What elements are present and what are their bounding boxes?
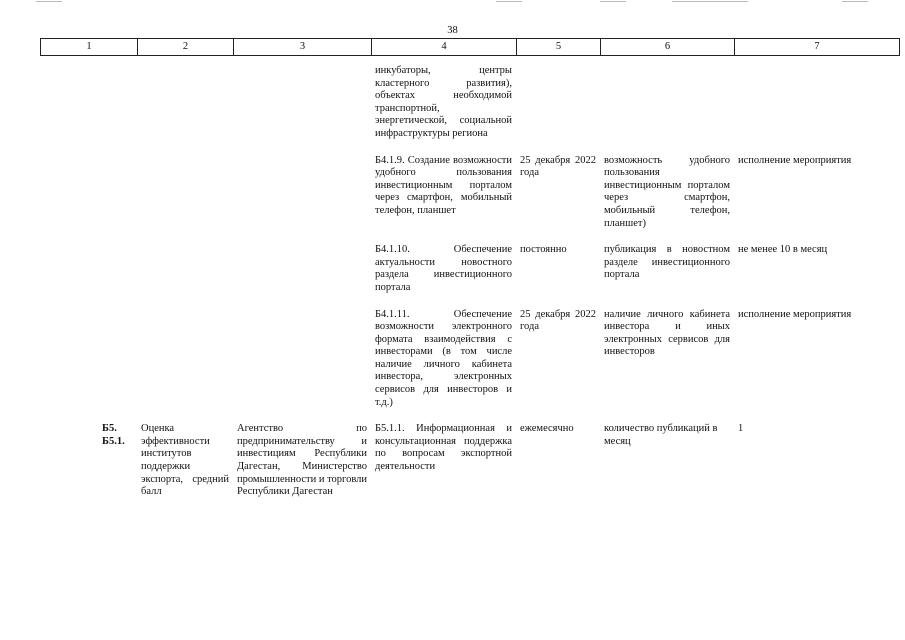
scan-artifact <box>600 1 626 2</box>
plan-table <box>40 38 900 499</box>
responsible-cell <box>233 309 371 410</box>
column-header: 2 <box>137 39 233 55</box>
code-cell: Б5. Б5.1. <box>102 423 125 447</box>
responsible-cell <box>233 155 371 231</box>
table-row <box>40 309 900 410</box>
code-cell <box>40 155 137 231</box>
table-row <box>40 244 900 294</box>
page-number: 38 <box>447 25 458 36</box>
table-row <box>40 423 900 499</box>
code-cell <box>40 244 137 294</box>
column-header: 7 <box>734 39 900 55</box>
measure-cell: инкубаторы, центры кластерного развития), объектах необходимой транспортной, энергетической, социальной инфраструктуры региона <box>375 65 512 139</box>
measure-cell: Б4.1.9. Создание возможности удобного пользования инвестиционным порталом через смартфон, мобильный телефон, планшет <box>375 154 512 216</box>
column-header: 4 <box>371 39 516 55</box>
column-number-header <box>40 38 900 56</box>
result-cell: количество публикаций в месяц <box>604 423 718 447</box>
code-cell <box>40 65 137 141</box>
result-cell: возможность удобного пользования инвестиционным порталом через смартфон, мобильный телефон, планшет) <box>604 154 730 229</box>
result-cell: наличие личного кабинета инвестора и иных электронных сервисов для инвесторов <box>604 308 730 358</box>
deadline-cell: ежемесячно <box>520 423 574 435</box>
target-cell <box>734 65 900 141</box>
measure-cell: Б4.1.11. Обеспечение возможности электронного формата взаимодействия с инвесторами (в том числе наличие личного кабинета инвестора, электронных сервисов для инвесторов и т.д.) <box>375 308 512 408</box>
target-cell: исполнение мероприятия <box>738 308 852 320</box>
table-row <box>40 65 900 141</box>
indicator-cell <box>137 155 233 231</box>
result-cell <box>600 65 734 141</box>
indicator-cell <box>137 65 233 141</box>
target-cell: 1 <box>738 423 744 435</box>
responsible-cell <box>233 244 371 294</box>
target-cell: не менее 10 в месяц <box>738 244 828 256</box>
table-row <box>40 155 900 231</box>
scan-artifact <box>496 1 522 2</box>
deadline-cell: 25 декабря 2022 года <box>520 154 596 179</box>
column-header: 3 <box>233 39 371 55</box>
responsible-cell <box>233 65 371 141</box>
column-header: 5 <box>516 39 600 55</box>
measure-cell: Б5.1.1. Информационная и консультационная поддержка по вопросам экспортной деятельности <box>375 423 512 473</box>
deadline-cell <box>516 65 600 141</box>
scan-artifact <box>36 1 62 2</box>
scan-artifact <box>672 1 748 2</box>
indicator-cell <box>137 309 233 410</box>
deadline-cell: 25 декабря 2022 года <box>520 308 596 333</box>
code-cell <box>40 309 137 410</box>
measure-cell: Б4.1.10. Обеспечение актуальности новостного раздела инвестиционного портала <box>375 244 512 293</box>
scan-artifact <box>842 1 868 2</box>
deadline-cell: постоянно <box>520 244 567 256</box>
column-header: 1 <box>40 39 137 55</box>
target-cell: исполнение мероприятия <box>738 154 852 166</box>
responsible-cell: Агентство по предпринимательству и инвестициям Республики Дагестан, Министерство промышленности и торговли Республики Дагестан <box>237 423 368 498</box>
indicator-cell: Оценка эффективности институтов поддержки экспорта, средний балл <box>141 423 229 498</box>
indicator-cell <box>137 244 233 294</box>
column-header: 6 <box>600 39 734 55</box>
result-cell: публикация в новостном разделе инвестиционного портала <box>604 244 730 281</box>
